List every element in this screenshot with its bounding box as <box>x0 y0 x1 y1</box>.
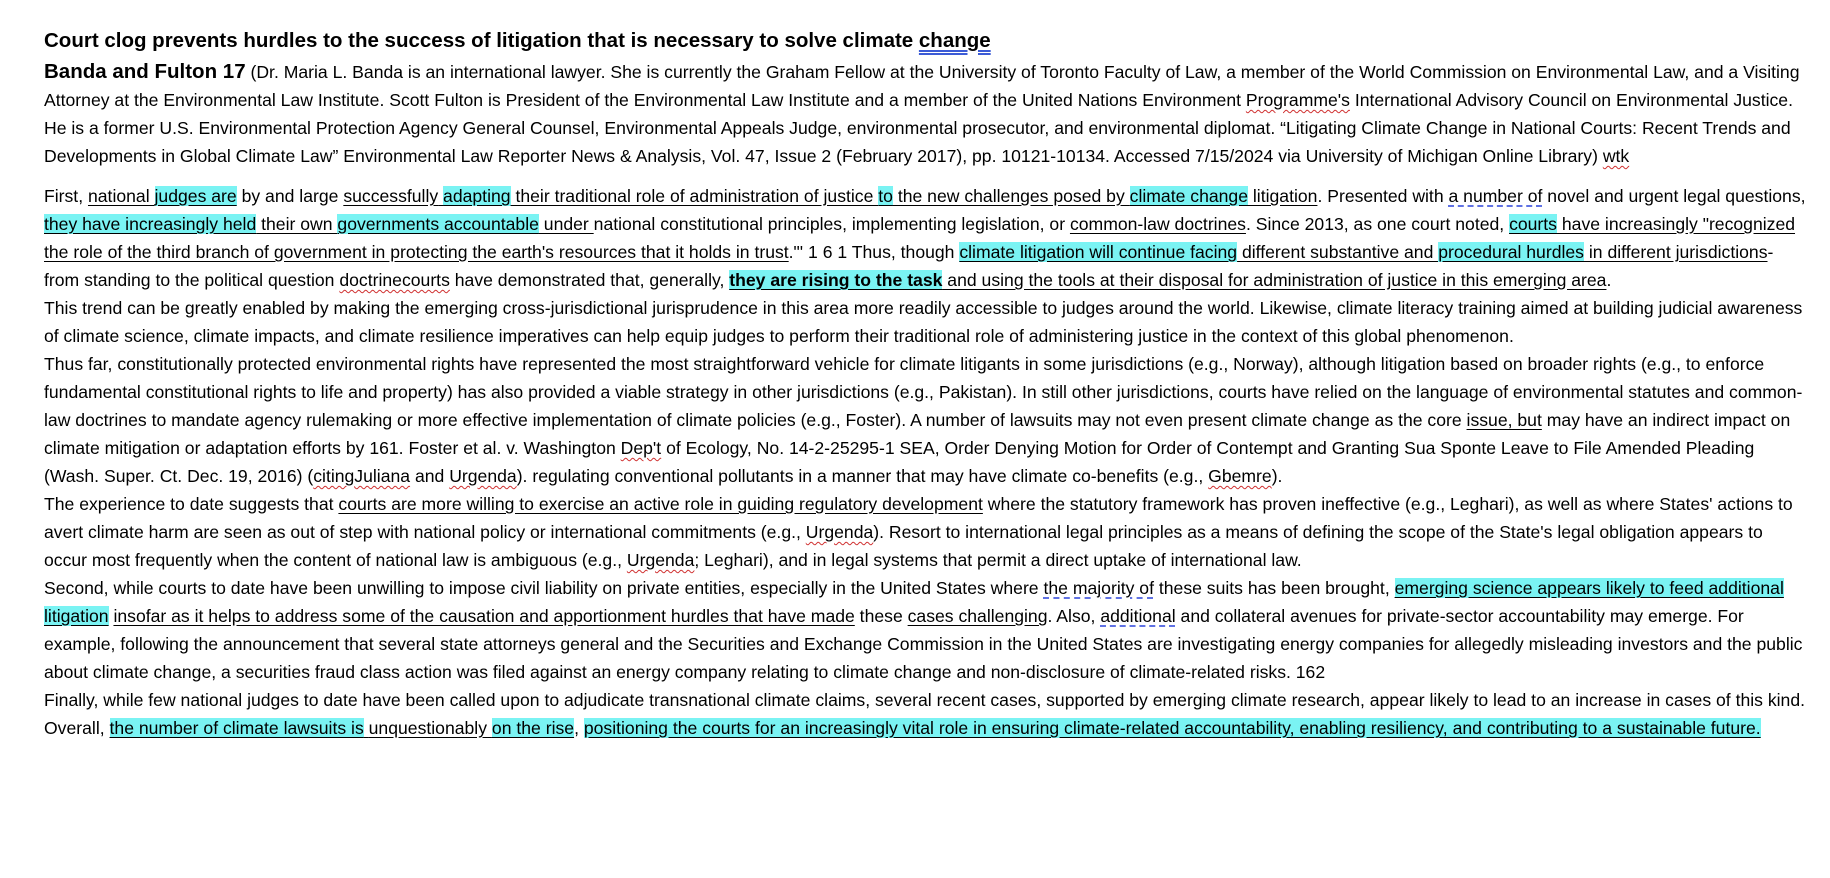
card-citation <box>44 58 1806 170</box>
underlined-text: in different jurisdictions <box>1583 242 1768 262</box>
spelling-flag: Urgenda <box>805 522 874 542</box>
highlighted-text: procedural hurdles <box>1438 242 1584 262</box>
underlined-text: litigation <box>1248 186 1318 206</box>
underlined-text: issue, but <box>1466 410 1542 430</box>
spelling-flag: Gbemre <box>1208 466 1272 486</box>
highlighted-text: climate change <box>1129 186 1248 206</box>
highlighted-text: on the rise <box>491 718 575 738</box>
text-run: have demonstrated that, generally, <box>449 270 730 290</box>
text-run: Thus far, constitutionally protected environmental rights have represented the most straightforward vehicle for climate litigants in some jurisdictions (e.g., Norway), although litigation based on broader rights (e.g., to enforce fundamental constitutional rights to life and property) has also provided a viable strategy in other jurisdictions (e.g., Pakistan). In still other jurisdictions, courts have relied on the language of environmental statutes and common-law doctrines to mandate agency rulemaking or more effective implementation of climate policies (e.g., Foster). A number of lawsuits may not even present climate change as the core <box>44 354 1803 430</box>
paragraph-4 <box>44 490 1806 574</box>
underlined-text: have increasingly "recognized the role of the third branch of government in protecting the earth's resources that it holds in trust <box>44 214 1796 262</box>
spelling-flag: Urgenda <box>626 550 695 570</box>
highlighted-text: courts <box>1509 214 1557 234</box>
underlined-text: different substantive and <box>1237 242 1439 262</box>
tag-text: Court clog prevents hurdles to the success of litigation that is necessary to solve climate <box>44 29 919 52</box>
grammar-flag: additional <box>1100 606 1176 626</box>
text-run: these suits has been brought, <box>1153 578 1395 598</box>
underlined-text: and using the tools at their disposal for administration of justice in this emerging area <box>942 270 1607 290</box>
highlighted-text: positioning the courts for an increasingly vital role in ensuring climate-related accountability, enabling resiliency, and contributing to a sustainable future. <box>583 718 1761 738</box>
spelling-flag: wtk <box>1602 146 1630 166</box>
text-run: . Presented with <box>1317 186 1449 206</box>
cite-author: Banda and Fulton 17 <box>44 60 246 83</box>
text-run: . <box>1606 270 1612 290</box>
paragraph-2: This trend can be greatly enabled by making the emerging cross-jurisdictional jurisprudence in this area more readily accessible to judges around the world. Likewise, climate literacy training aimed at building judicial awareness of climate science, climate impacts, and climate resilience imperatives can help equip judges to perform their traditional role of administering justice in the context of this global phenomenon. <box>44 298 1803 346</box>
text-run: Overall, <box>44 718 110 738</box>
grammar-flag: a number of <box>1448 186 1543 206</box>
spelling-flag: Urgenda <box>449 466 517 486</box>
underlined-text: their traditional role of administration of justice <box>510 186 879 206</box>
underlined-text: national <box>87 186 155 206</box>
underlined-text: cases challenging <box>907 606 1048 626</box>
text-run: may have an indirect impact on climate mitigation or adaptation efforts by 161. Foster et al. v. Washington <box>44 410 1791 458</box>
underlined-text: successfully <box>343 186 439 206</box>
highlighted-text: to <box>878 186 893 206</box>
text-run: of Ecology, No. 14-2-25295-1 SEA, Order Denying Motion for Order of Contempt and Granting Sua Sponte Leave to File Amended Pleading (Wash. Super. Ct. Dec. 19, 2016) ( <box>44 438 1755 486</box>
highlighted-text: governments accountable <box>337 214 539 234</box>
text-run: by and large <box>236 186 344 206</box>
paragraph-3 <box>44 350 1806 490</box>
highlighted-text: judges are <box>154 186 237 206</box>
text-run: , <box>574 718 584 738</box>
card-tag <box>44 26 1806 56</box>
text-run: First, <box>44 186 88 206</box>
text-run: and <box>410 466 450 486</box>
text-run: ). regulating conventional pollutants in a manner that may have climate co-benefits (e.g., <box>516 466 1209 486</box>
text-run: and collateral avenues for private-sector accountability may emerge. For example, following the announcement that several state attorneys general and the Securities and Exchange Commission in the United States are investigating energy companies for allegedly misleading investors and the public about climate change, a securities fraud class action was filed against an energy company relating to climate change and non-disclosure of climate-related risks. 162 <box>44 606 1803 682</box>
spelling-flag: citingJuliana <box>313 466 411 486</box>
text-run: ."' 1 6 1 Thus, though <box>788 242 960 262</box>
paragraph-6: Finally, while few national judges to date have been called upon to adjudicate transnational climate claims, several recent cases, supported by emerging climate research, appear likely to lead to an increase in cases of this kind. <box>44 690 1806 710</box>
underlined-text: insofar as it helps to address some of the causation and apportionment hurdles that have made <box>113 606 855 626</box>
text-run: where the statutory framework has proven ineffective (e.g., Leghari), as well as where States' actions to avert climate harm are seen as out of step with national policy or international commitments (e.g., <box>44 494 1793 542</box>
highlighted-bold-text: they are rising to the task <box>729 270 943 290</box>
paragraph-7 <box>44 714 1806 742</box>
spelling-flag: doctrinecourts <box>339 270 450 290</box>
highlighted-text: the number of climate lawsuits is <box>109 718 364 738</box>
underlined-text: common-law doctrines <box>1069 214 1246 234</box>
paragraph-5 <box>44 574 1806 686</box>
underlined-text: their own <box>256 214 338 234</box>
text-run: The experience to date suggests that <box>44 494 339 514</box>
cite-text: (Dr. Maria L. Banda is an international lawyer. She is currently the Graham Fellow at the University of Toronto Faculty of Law, a member of the World Commission on Environmental Law, and a Visiting Attorney at the Environmental Law Institute. Scott Fulton is President of the Environmental Law Institute and a member of the United Nations Environment <box>44 62 1800 110</box>
underlined-text: courts are more willing to exercise an active role in guiding regulatory development <box>338 494 983 514</box>
tag-last-word: change <box>918 29 991 52</box>
text-run: ). Resort to international legal principles as a means of defining the scope of the State's legal obligation appears to occur most frequently when the content of national law is ambiguous (e.g., <box>44 522 1763 570</box>
highlighted-text: they have increasingly held <box>44 214 257 234</box>
text-run: . Since 2013, as one court noted, <box>1245 214 1510 234</box>
grammar-flag: the majority of <box>1043 578 1154 598</box>
text-run: ). <box>1271 466 1283 486</box>
highlighted-text: climate litigation will continue facing <box>959 242 1238 262</box>
text-run: Second, while courts to date have been unwilling to impose civil liability on private entities, especially in the United States where <box>44 578 1044 598</box>
highlighted-text: adapting <box>443 186 511 206</box>
text-run: ; Leghari), and in legal systems that permit a direct uptake of international law. <box>694 550 1302 570</box>
text-run: national constitutional principles, implementing legislation, or <box>593 214 1070 234</box>
underlined-text: unquestionably <box>368 718 488 738</box>
text-run: -from standing to the political question <box>44 242 1774 290</box>
paragraph-1 <box>44 182 1806 294</box>
highlighted-text: emerging science appears likely to feed additional litigation <box>44 578 1784 626</box>
spelling-flag: Dep't <box>620 438 662 458</box>
text-run: novel and urgent legal questions, <box>1542 186 1806 206</box>
text-run: . Also, <box>1047 606 1101 626</box>
text-run: these <box>854 606 908 626</box>
underlined-text: the new challenges posed by <box>892 186 1130 206</box>
underlined-text: under <box>538 214 594 234</box>
cite-text: International Advisory Council on Environmental Justice. He is a former U.S. Environmental Protection Agency General Counsel, Environmental Appeals Judge, environmental prosecutor, and environmental diplomat. “Litigating Climate Change in National Courts: Recent Trends and Developments in Global Climate Law” Environmental Law Reporter News & Analysis, Vol. 47, Issue 2 (February 2017), pp. 10121-10134. Accessed 7/15/2024 via University of Michigan Online Library) <box>44 90 1793 166</box>
spelling-flag: Programme's <box>1245 90 1350 110</box>
